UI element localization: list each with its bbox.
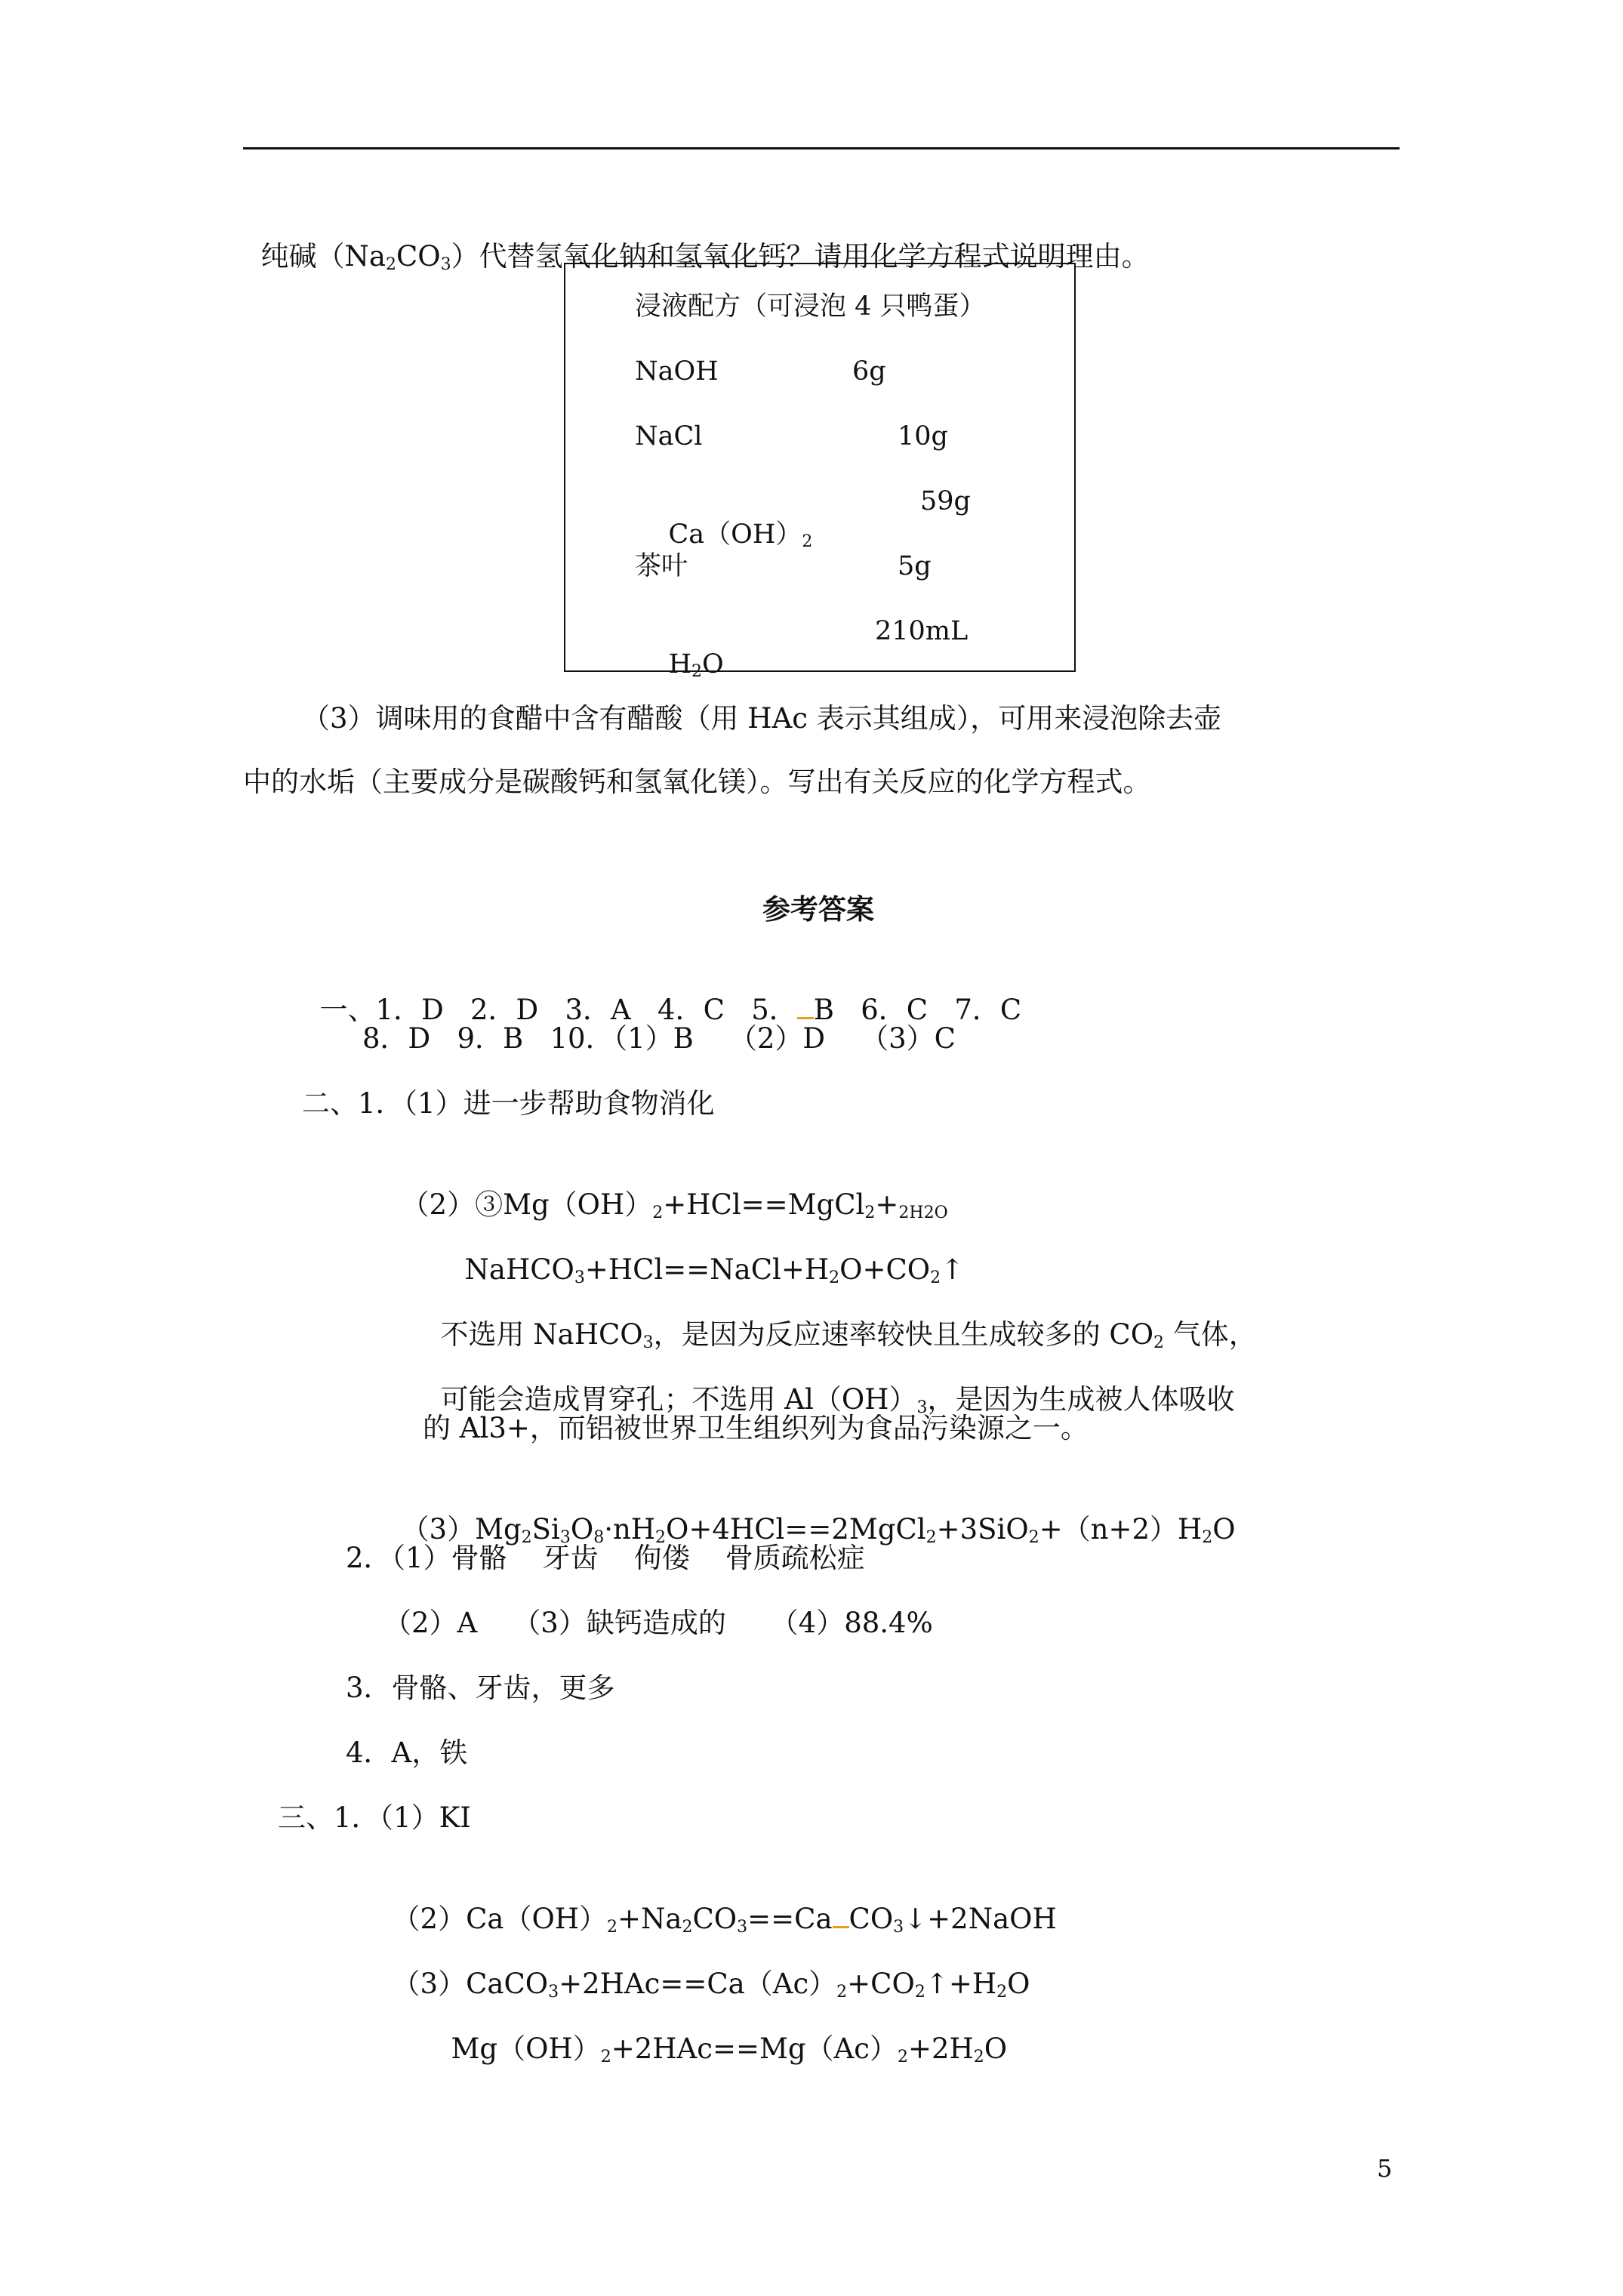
recipe-item-naoh-label: NaOH [635, 356, 719, 387]
answers-section-2-q3: 3．骨骼、牙齿，更多 [346, 1672, 615, 1704]
page-number: 5 [1377, 2154, 1393, 2183]
recipe-item-nacl-label: NaCl [635, 421, 703, 451]
recipe-item-water-label: $H_2O$ [668, 649, 724, 681]
recipe-item-caoh2-value: 59g [920, 486, 971, 516]
answers-section-2-text-3: 的 Al3+，而铝被世界卫生组织列为食品污染源之一。 [423, 1412, 1089, 1444]
recipe-item-naoh-value: 6g [852, 356, 886, 387]
answers-section-3-q1: 三、1．（1）KI [278, 1801, 471, 1834]
recipe-box [564, 263, 1076, 681]
recipe-item-water-value: 210mL [875, 616, 969, 646]
recipe-item-tea-value: 5g [898, 551, 932, 581]
answers-title: 参考答案 [762, 892, 874, 926]
answers-section-2-eq2: $NaHCO_3+HCl==NaCl+H_2O+CO_2↑$ [464, 1253, 965, 1287]
answers-section-2-text-2: 可能会造成胃穿孔；不选用 $Al(OH)_3$，是因为生成被人体吸收 [440, 1383, 1235, 1417]
question-3-line-2: 中的水垢（主要成分是碳酸钙和氢氧化镁）。写出有关反应的化学方程式。 [243, 766, 1151, 798]
recipe-item-tea-label: 茶叶 [635, 551, 688, 581]
recipe-item-caoh2-label: $Ca(OH)_2$ [668, 519, 813, 551]
answers-section-2-q4: 4．A，铁 [346, 1737, 468, 1769]
answers-section-1-line-2: 8．D 9．B 10．（1）B （2）D （3）C [362, 1022, 956, 1055]
answers-section-2-q2-line-1: 2．（1）骨骼 牙齿 佝偻 骨质疏松症 [346, 1542, 865, 1574]
answers-section-2-eq1: $(2)③Mg(OH)_2+HCl==MgCl_2+_{2H2O}$ [401, 1188, 948, 1222]
answers-section-3-eq1: $(2)Ca(OH)_2+Na_2CO_3==Ca$ $CO_3↓+2NaOH$ [392, 1903, 1057, 1937]
answers-section-2-text-1: 不选用 NaHCO$_3$，是因为反应速率较快且生成较多的 $CO_2$ 气体， [440, 1318, 1257, 1352]
answers-section-2-q2-line-2: （2）A （3）缺钙造成的 （4）88.4% [383, 1607, 933, 1639]
question-3-line-1: （3）调味用的食醋中含有醋酸（用 HAc 表示其组成），可用来浸泡除去壶 [302, 702, 1222, 735]
answers-section-1-line-1: 一、1．D 2．D 3．A 4．C 5． B 6．C 7．C [319, 994, 1022, 1026]
answers-section-2-eq3: $(3)Mg_2Si_3O_8\cdot nH_2O+4HCl==2MgCl_2+3SiO_2+(n+2)H_2O$ [401, 1513, 1236, 1547]
intro-line: 纯碱$(Na_2CO_3)$代替氢氧化钠和氢氧化钙？请用化学方程式说明理由。 [260, 240, 1150, 274]
answers-section-3-eq2: $(3)CaCO_3+2HAc==Ca(Ac)_2+CO_2↑+H_2O$ [392, 1968, 1030, 2002]
answers-section-2-q1: 二、1．（1）进一步帮助食物消化 [302, 1087, 715, 1120]
recipe-title: 浸液配方（可浸泡 4 只鸭蛋） [635, 291, 986, 322]
header-rule [243, 147, 1400, 149]
answers-section-3-eq3: $Mg(OH)_2+2HAc==Mg(Ac)_2+2H_2O$ [451, 2032, 1008, 2066]
recipe-item-nacl-value: 10g [898, 421, 948, 451]
